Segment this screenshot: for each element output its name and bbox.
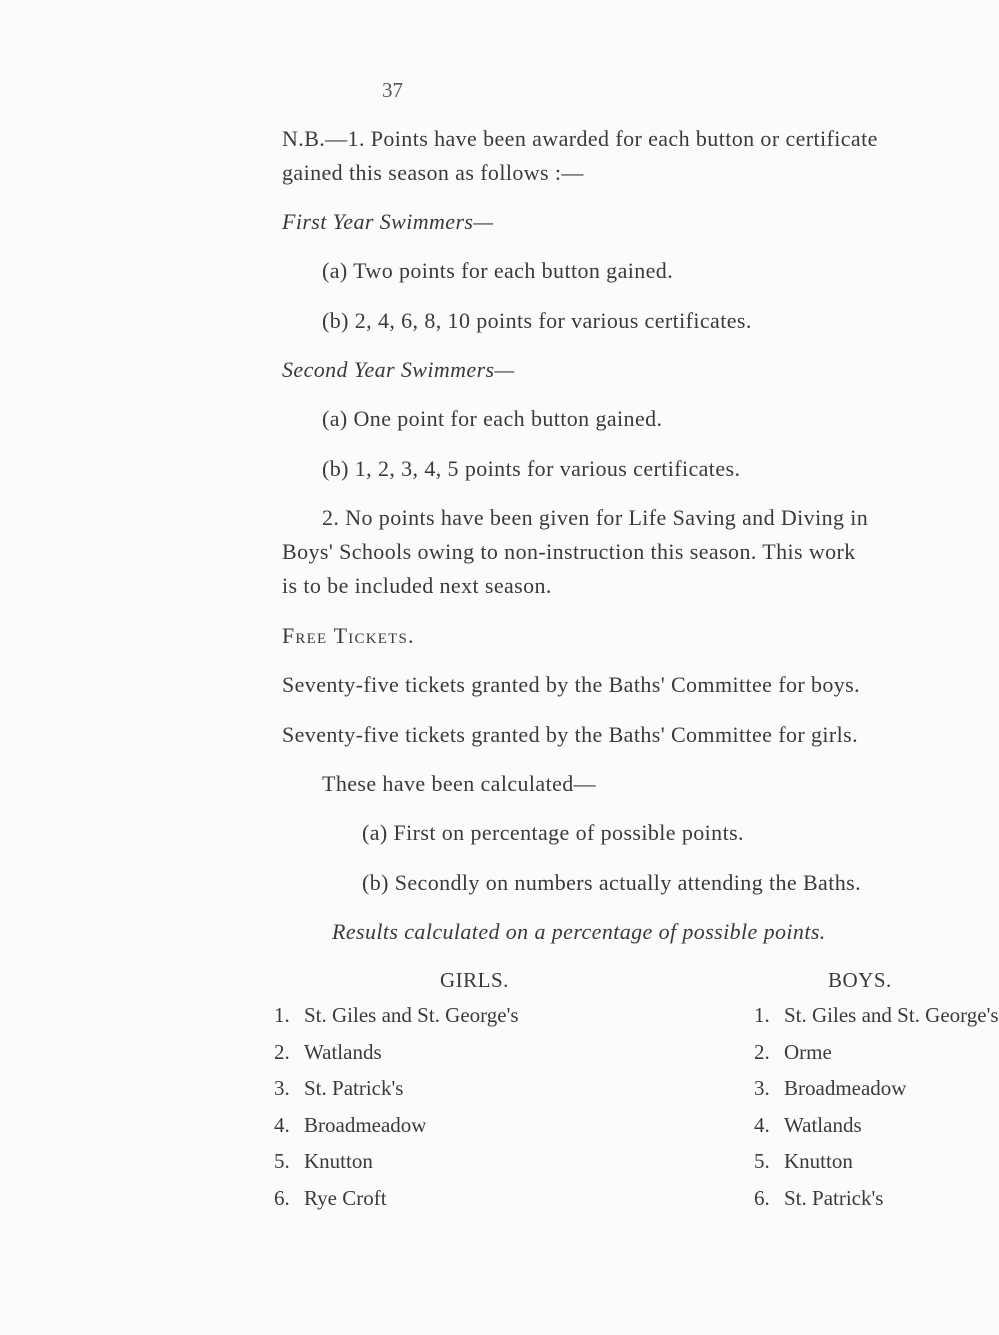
school-name: Knutton (304, 1149, 373, 1173)
calculated-intro: These have been calculated— (322, 771, 597, 796)
first-year-item-b: (b) 2, 4, 6, 8, 10 points for various certificates. (322, 308, 752, 333)
note-2-line-1: 2. No points have been given for Life Saving and Diving in (322, 505, 869, 530)
first-year-item-a: (a) Two points for each button gained. (322, 258, 674, 283)
nb-note-line-2: gained this season as follows :— (282, 160, 584, 185)
boys-results-list (754, 1002, 999, 1221)
rank-number: 6. (754, 1185, 770, 1210)
results-heading: Results calculated on a percentage of possible points. (332, 919, 826, 944)
rank-number: 5. (754, 1149, 770, 1173)
list-item (274, 1148, 519, 1185)
note-2-line-3: is to be included next season. (282, 573, 552, 598)
girls-results-list (274, 1002, 519, 1221)
list-item (754, 1039, 999, 1076)
note-2-line-2: Boys' Schools owing to non-instruction this season. This work (282, 539, 856, 564)
list-item (274, 1112, 519, 1149)
list-item (274, 1002, 519, 1039)
list-item (274, 1185, 519, 1222)
list-item (754, 1002, 999, 1039)
school-name: St. Giles and St. George's (784, 1003, 999, 1027)
school-name: Orme (784, 1039, 832, 1064)
second-year-item-b: (b) 1, 2, 3, 4, 5 points for various certificates. (322, 456, 741, 481)
girls-heading: GIRLS. (440, 968, 509, 992)
school-name: Knutton (784, 1149, 853, 1173)
school-name: Rye Croft (304, 1185, 387, 1210)
rank-number: 6. (274, 1185, 290, 1210)
page-number: 37 (382, 78, 403, 102)
second-year-heading: Second Year Swimmers— (282, 357, 515, 382)
school-name: Watlands (784, 1112, 862, 1137)
school-name: St. Patrick's (304, 1076, 404, 1100)
school-name: Broadmeadow (304, 1112, 427, 1137)
rank-number: 3. (274, 1076, 290, 1100)
rank-number: 3. (754, 1076, 770, 1100)
rank-number: 5. (274, 1149, 290, 1173)
rank-number: 4. (754, 1112, 770, 1137)
rank-number: 1. (754, 1003, 770, 1027)
list-item (754, 1112, 999, 1149)
second-year-item-a: (a) One point for each button gained. (322, 406, 663, 431)
school-name: St. Giles and St. George's (304, 1003, 519, 1027)
calc-item-a: (a) First on percentage of possible points. (362, 820, 744, 845)
nb-note-line-1: N.B.—1. Points have been awarded for each button or certificate (282, 126, 878, 151)
list-item (754, 1148, 999, 1185)
list-item (274, 1039, 519, 1076)
list-item (754, 1185, 999, 1222)
calc-item-b: (b) Secondly on numbers actually attending the Baths. (362, 870, 861, 895)
school-name: St. Patrick's (784, 1185, 884, 1210)
school-name: Broadmeadow (784, 1076, 907, 1100)
tickets-boys: Seventy-five tickets granted by the Baths' Committee for boys. (282, 672, 861, 697)
rank-number: 1. (274, 1003, 290, 1027)
rank-number: 4. (274, 1112, 290, 1137)
tickets-girls: Seventy-five tickets granted by the Baths' Committee for girls. (282, 722, 858, 747)
rank-number: 2. (754, 1039, 770, 1064)
boys-heading: BOYS. (828, 968, 892, 992)
free-tickets-heading: Free Tickets. (282, 623, 415, 648)
school-name: Watlands (304, 1039, 382, 1064)
list-item (274, 1075, 519, 1112)
first-year-heading: First Year Swimmers— (282, 209, 494, 234)
list-item (754, 1075, 999, 1112)
rank-number: 2. (274, 1039, 290, 1064)
